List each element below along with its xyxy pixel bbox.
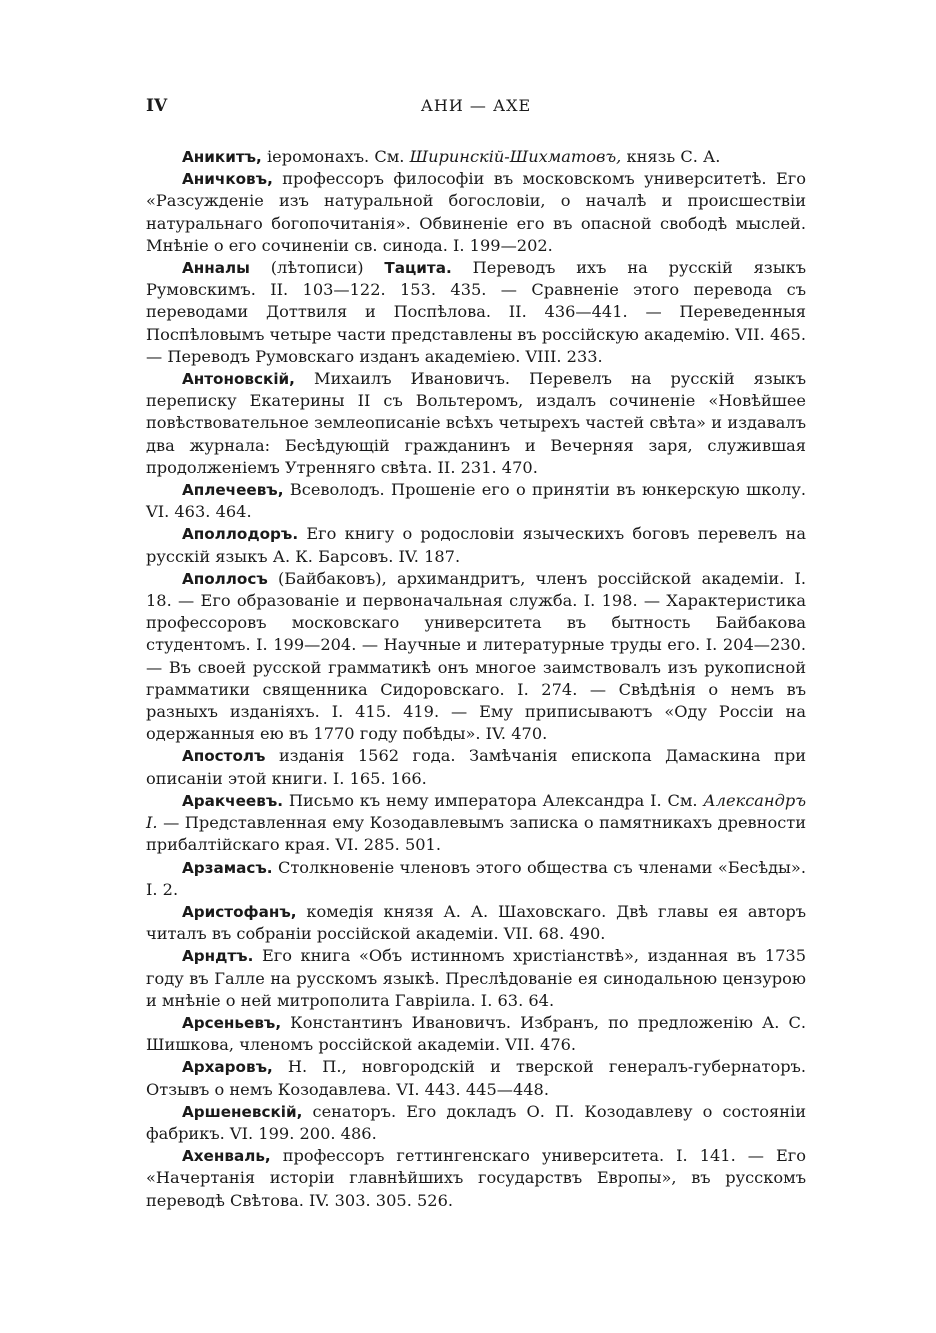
- entry-headword: Анналы: [182, 259, 250, 278]
- entry-headword: Аристофанъ,: [182, 902, 297, 921]
- index-entry: [146, 945, 806, 1012]
- entry-text: Его книгу о родословіи языческихъ боговъ перевелъ на русскій языкъ А. К. Барсовъ. IV. 187.: [146, 524, 806, 566]
- index-entry: [146, 368, 806, 479]
- entry-text: Н. П., новгородскій и тверской генералъ-губернаторъ. Отзывъ о немъ Козодавлева. VI. 443. 445—448.: [146, 1057, 806, 1099]
- entry-headword: Антоновскій,: [182, 370, 295, 389]
- page-header: [146, 96, 806, 122]
- entry-text: (Байбаковъ), архимандритъ, членъ россійской академіи. I. 18. — Его образованіе и первоначальная служба. I. 198. — Характеристика профессоровъ московскаго университета въ бытность Байбакова студентомъ. I. 199—204. — Научные и литературные труды его. I. 204—230. — Въ своей русской грамматикѣ онъ многое заимствовалъ изъ рукописной грамматики священника Сидоровскаго. I. 274. — Свѣдѣнія о немъ въ разныхъ изданіяхъ. I. 415. 419. — Ему приписываютъ «Оду Россіи на одержанныя ею въ 1770 году побѣды». IV. 470.: [146, 568, 806, 744]
- entry-text: комедія князя А. А. Шаховскаго. Двѣ главы ея авторъ читалъ въ собраніи россійской академіи. VII. 68. 490.: [146, 901, 806, 944]
- entry-text: Столкновеніе членовъ этого общества съ членами «Бесѣды». I. 2.: [146, 857, 806, 899]
- entry-headword: Аршеневскій,: [182, 1102, 303, 1121]
- index-entry: [146, 901, 806, 945]
- index-entry: [146, 1056, 806, 1100]
- entry-text: Его книга «Объ истинномъ христіанствѣ», изданная въ 1735 году въ Галле на русскомъ языкѣ. Преслѣдованіе ея синодальною цензурою и мнѣніе о ней митрополита Гавріила. I. 63. 64.: [146, 946, 806, 1010]
- index-entry: [146, 790, 806, 857]
- index-entry: [146, 146, 806, 168]
- entry-text: профессоръ геттингенскаго университета. I. 141. — Его «Начертанія исторіи главнѣйшихъ государствъ Европы», въ русскомъ переводѣ Свѣтова. IV. 303. 305. 526.: [146, 1146, 806, 1210]
- index-entry: [146, 523, 806, 567]
- index-entry: [146, 568, 806, 746]
- entry-headword: Арндтъ.: [182, 947, 254, 966]
- entry-headword: Арзамасъ.: [182, 858, 273, 877]
- index-entry: [146, 745, 806, 789]
- entry-text: Всеволодъ. Прошеніе его о принятіи въ юнкерскую школу. VI. 463. 464.: [146, 480, 806, 522]
- entry-text: Письмо къ нему императора Александра I. См.: [283, 790, 704, 810]
- index-entry: [146, 1101, 806, 1145]
- entry-text: профессоръ философіи въ московскомъ университетѣ. Его «Разсужденіе изъ натуральной богословіи, о началѣ и происшествіи натуральнаго богопочитанія». Обвиненіе его въ опасной свободѣ мыслей. Мнѣніе о его сочиненіи св. синода. I. 199—202.: [146, 169, 806, 255]
- entry-headword: Аракчеевъ.: [182, 791, 284, 810]
- entry-text: Переводъ ихъ на русскій языкъ Румовскимъ. II. 103—122. 153. 435. — Сравненіе этого перевода съ переводами Доттвиля и Поспѣлова. II. 436—441. — Переведенныя Поспѣловымъ четыре части представлены въ россійскую академію. VII. 465. — Переводъ Румовскаго изданъ академіею. VIII. 233.: [146, 258, 806, 366]
- entry-headword: Аполлосъ: [182, 569, 268, 588]
- page-number: IV: [146, 96, 168, 116]
- cross-reference: Александръ I.: [146, 790, 806, 833]
- index-entry: [146, 1145, 806, 1212]
- entry-text: (лѣтописи): [249, 258, 385, 278]
- running-head: АНИ — АХЕ: [420, 96, 532, 115]
- entry-text: изданія 1562 года. Замѣчанія епископа Дамаскина при описаніи этой книги. I. 165. 166.: [146, 746, 806, 788]
- entry-subhead: Тацита.: [384, 259, 452, 278]
- index-entry: [146, 1012, 806, 1056]
- index-entries: [146, 146, 806, 1212]
- cross-reference: Ширинскій-Шихматовъ,: [409, 147, 622, 166]
- entry-headword: Аплечеевъ,: [182, 481, 284, 500]
- entry-text: сенаторъ. Его докладъ О. П. Козодавлеву о состояніи фабрикъ. VI. 199. 200. 486.: [146, 1101, 806, 1143]
- entry-text: князь С. А.: [621, 147, 721, 166]
- entry-text: іеромонахъ. См.: [261, 147, 410, 166]
- entry-headword: Аполлодоръ.: [182, 525, 299, 544]
- index-entry: [146, 168, 806, 257]
- entry-headword: Аникитъ,: [182, 148, 262, 166]
- entry-text: Константинъ Ивановичъ. Избранъ, по предложенію А. С. Шишкова, членомъ россійской академіи. VII. 476.: [146, 1012, 806, 1055]
- entry-headword: Арсеньевъ,: [182, 1013, 282, 1032]
- index-entry: [146, 257, 806, 368]
- entry-headword: Аничковъ,: [182, 170, 273, 189]
- entry-headword: Ахенваль,: [182, 1147, 271, 1166]
- entry-text: Михаилъ Ивановичъ. Перевелъ на русскій языкъ переписку Екатерины II съ Вольтеромъ, издалъ сочиненіе «Новѣйшее повѣствовательное землеописаніе всѣхъ четырехъ частей свѣта» и издавалъ два журнала: Бесѣдующій гражданинъ и Вечерняя заря, служившая продолженіемъ Утренняго свѣта. II. 231. 470.: [146, 369, 806, 477]
- index-entry: [146, 857, 806, 901]
- index-entry: [146, 479, 806, 523]
- entry-headword: Архаровъ,: [182, 1058, 273, 1077]
- entry-headword: Апостолъ: [182, 747, 266, 766]
- entry-text: — Представленная ему Козодавлевымъ записка о памятникахъ древности прибалтійскаго края. VI. 285. 501.: [146, 813, 806, 855]
